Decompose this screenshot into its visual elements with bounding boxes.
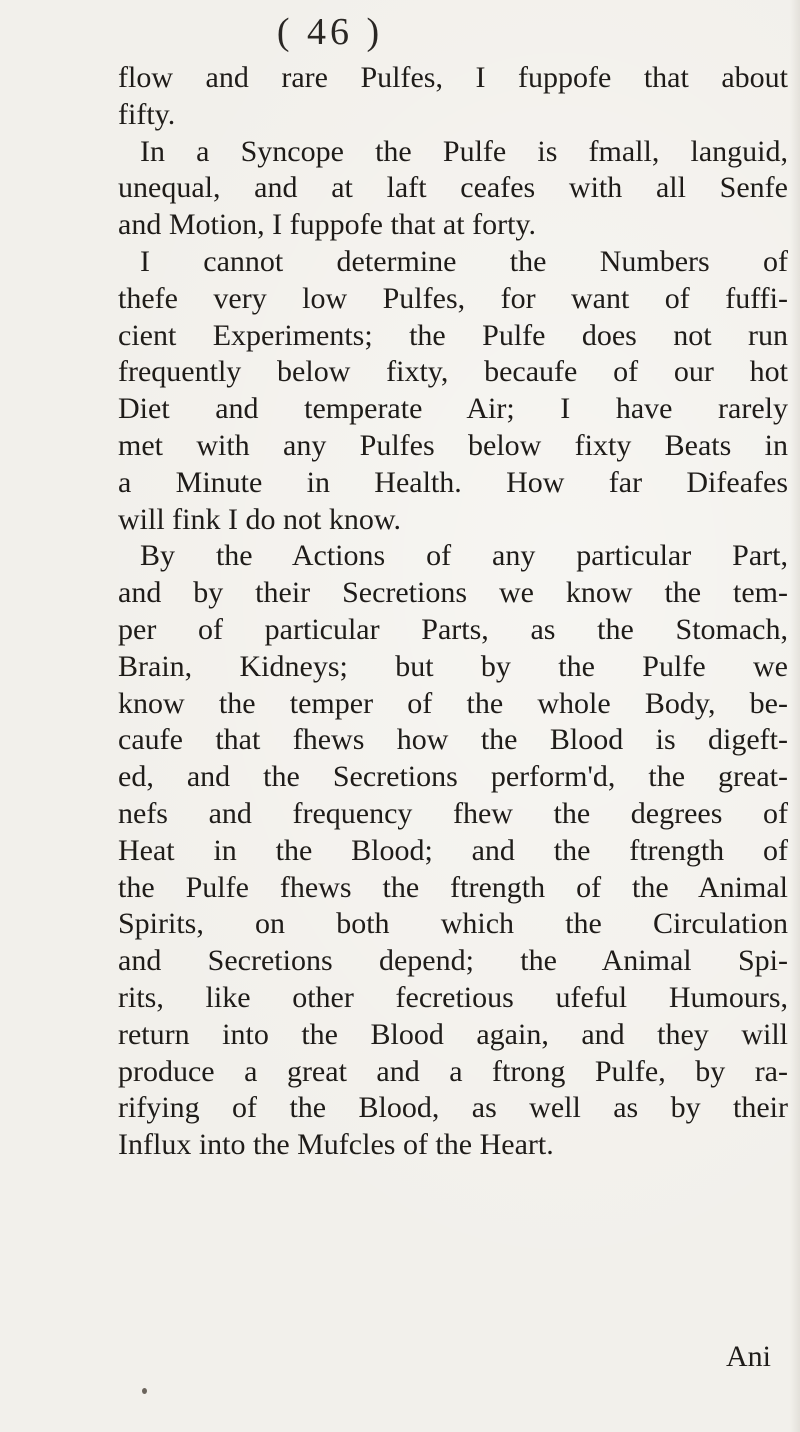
text-line: Influx into the Mufcles of the Heart. (118, 1128, 554, 1162)
text-line: know the temper of the whole Body, be- (118, 686, 788, 720)
text-line: and by their Secretions we know the tem- (118, 576, 788, 610)
text-line: rifying of the Blood, as well as by their (118, 1091, 788, 1125)
text-line: caufe that fhews how the Blood is digeft- (118, 723, 788, 757)
text-line: a Minute in Health. How far Difeafes (118, 465, 788, 499)
text-line: met with any Pulfes below fixty Beats in (118, 428, 788, 462)
text-line: ed, and the Secretions perform'd, the great- (118, 760, 788, 794)
body-text (118, 60, 788, 1164)
text-line: By the Actions of any particular Part, (140, 539, 788, 573)
text-line: In a Syncope the Pulfe is fmall, languid, (140, 134, 788, 168)
text-line: rits, like other fecretious ufeful Humours, (118, 980, 788, 1014)
text-line: Heat in the Blood; and the ftrength of (118, 833, 788, 867)
text-line: cient Experiments; the Pulfe does not run (118, 318, 788, 352)
text-line: and Motion, I fuppofe that at forty. (118, 208, 536, 242)
text-line: I cannot determine the Numbers of (140, 244, 788, 278)
text-line: per of particular Parts, as the Stomach, (118, 612, 788, 646)
catchword: Ani (726, 1340, 771, 1373)
text-line: fifty. (118, 97, 176, 131)
text-line: Diet and temperate Air; I have rarely (118, 392, 788, 426)
text-line: frequently below fixty, becaufe of our hot (118, 355, 788, 389)
text-line: unequal, and at laft ceafes with all Senfe (118, 171, 788, 205)
text-line: Brain, Kidneys; but by the Pulfe we (118, 649, 788, 683)
text-line: the Pulfe fhews the ftrength of the Animal (118, 870, 788, 904)
text-line: Spirits, on both which the Circulation (118, 907, 788, 941)
text-line: nefs and frequency fhew the degrees of (118, 796, 788, 830)
text-line: thefe very low Pulfes, for want of fuffi- (118, 281, 788, 315)
text-line: flow and rare Pulfes, I fuppofe that about (118, 61, 788, 94)
text-line: produce a great and a ftrong Pulfe, by ra- (118, 1054, 788, 1088)
text-line: return into the Blood again, and they will (118, 1017, 788, 1051)
ink-speck (142, 1388, 147, 1394)
page-number: ( 46 ) (276, 11, 384, 53)
page-edge-shadow (790, 0, 800, 1432)
text-line: and Secretions depend; the Animal Spi- (118, 944, 788, 978)
text-line: will fink I do not know. (118, 502, 402, 536)
